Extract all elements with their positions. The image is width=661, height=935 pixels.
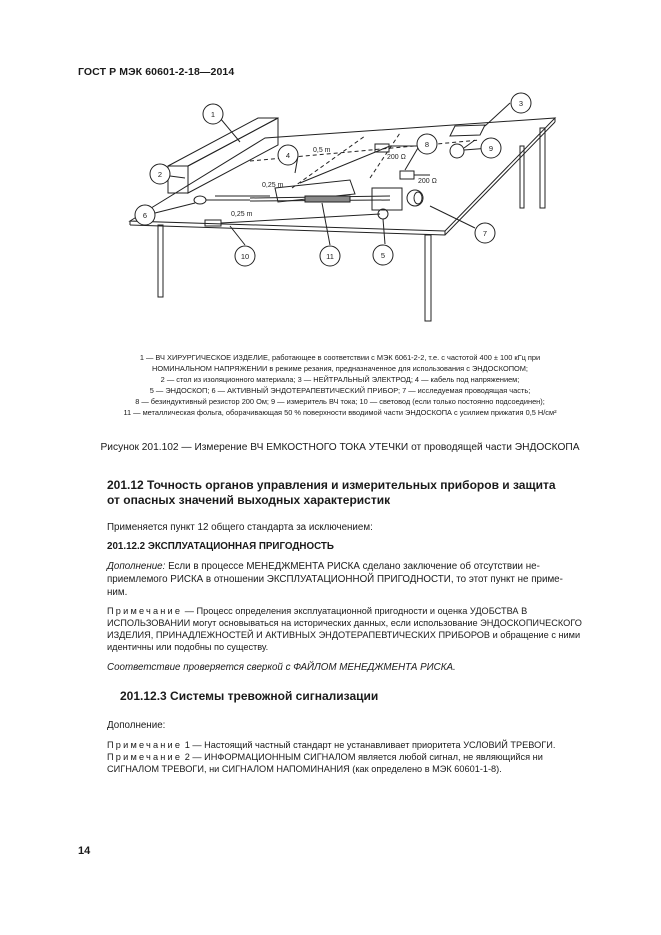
caption-line: НОМИНАЛЬНОМ НАПРЯЖЕНИИ в режиме резания, предназначенное для использования с ЭНДОСКОПОМ; — [152, 364, 528, 373]
endoscope — [372, 188, 402, 210]
svg-text:5: 5 — [380, 251, 386, 260]
document-header: ГОСТ Р МЭК 60601-2-18—2014 — [78, 66, 235, 78]
svg-text:11: 11 — [326, 252, 334, 261]
note-paragraph: Примечание — Процесс определения эксплуатационной пригодности и оценка УДОБСТВА В ИСПОЛЬЗОВАНИИ могут основываться на исторических данных, если использование ЭНДОСКОПИЧЕСКОГО ИЗДЕЛИЯ, ПРИНАДЛЕЖНОСТЕЙ И АКТИВНЫХ ЭНДОТЕРАПЕВТИЧЕСКИХ ПРИБОРОВ и обращение с ними идентичны или подобны по существу. — [107, 606, 582, 652]
table-leg — [158, 225, 163, 297]
svg-text:4: 4 — [285, 151, 291, 160]
svg-text:200 Ω: 200 Ω — [418, 178, 437, 185]
endoscope-leakage-test-figure — [100, 88, 570, 338]
neutral-electrode — [450, 125, 485, 136]
table-leg — [425, 235, 431, 321]
svg-text:8: 8 — [424, 140, 430, 149]
intro-paragraph: Применяется пункт 12 общего стандарта за исключением: — [107, 522, 373, 533]
page-number: 14 — [78, 845, 91, 857]
note-1: Примечание 1 — Настоящий частный стандарт не устанавливает приоритета УСЛОВИЙ ТРЕВОГИ. — [107, 740, 556, 750]
caption-line: 5 — ЭНДОСКОП; 6 — АКТИВНЫЙ ЭНДОТЕРАПЕВТИЧЕСКИЙ ПРИБОР; 7 — исследуемая проводящая часть; — [149, 386, 531, 395]
svg-text:6: 6 — [142, 211, 148, 220]
svg-text:0,25 m: 0,25 m — [231, 211, 253, 218]
svg-text:7: 7 — [482, 229, 488, 238]
table-top — [130, 118, 555, 231]
section-heading: 201.12 Точность органов управления и измерительных приборов и защита от опасных значений выходных характеристик — [107, 478, 556, 507]
caption-line: 1 — ВЧ ХИРУРГИЧЕСКОЕ ИЗДЕЛИЕ, работающее в соответствии с МЭК 6061-2-2, т.е. с частотой 400 ± 100 кГц при — [139, 353, 541, 362]
caption-line: 11 — металлическая фольга, оборачивающая 50 % поверхности вводимой части ЭНДОСКОПА с усилием прижатия 0,5 Н/см² — [123, 408, 557, 417]
svg-text:200 Ω: 200 Ω — [387, 154, 406, 161]
subsection-heading-alarm: 201.12.3 Системы тревожной сигнализации — [120, 689, 379, 703]
active-endotherapy-device — [194, 196, 206, 204]
svg-text:9: 9 — [488, 144, 494, 153]
svg-text:10: 10 — [240, 252, 250, 261]
caption-line: 8 — безиндуктивный резистор 200 Ом; 9 — измеритель ВЧ тока; 10 — световод (если только постоянно подсоединен); — [135, 397, 545, 406]
figure-title: Рисунок 201.102 — Измерение ВЧ ЕМКОСТНОГО ТОКА УТЕЧКИ от проводящей части ЭНДОСКОПА — [100, 442, 580, 453]
hf-current-meter — [450, 144, 464, 158]
svg-text:0,5 m: 0,5 m — [313, 147, 331, 154]
svg-text:0,25 m: 0,25 m — [262, 182, 284, 189]
resistor — [400, 171, 414, 179]
table-leg — [540, 128, 545, 208]
svg-text:3: 3 — [518, 99, 524, 108]
note-2: Примечание 2 — ИНФОРМАЦИОННЫМ СИГНАЛОМ является любой сигнал, не являющийся ни СИГНАЛОМ ТРЕВОГИ, ни СИГНАЛОМ НАПОМИНАНИЯ (как определено в МЭК 60601-1-8). — [107, 752, 543, 774]
svg-text:1: 1 — [210, 110, 216, 119]
compliance-paragraph: Соответствие проверяется сверкой с ФАЙЛОМ МЕНЕДЖМЕНТА РИСКА. — [107, 662, 456, 673]
hf-surgical-device — [168, 118, 278, 166]
addition-label: Дополнение: — [107, 720, 166, 731]
subsection-heading: 201.12.2 ЭКСПЛУАТАЦИОННАЯ ПРИГОДНОСТЬ — [107, 541, 334, 552]
svg-text:2: 2 — [157, 170, 163, 179]
addition-paragraph: Дополнение: Если в процессе МЕНЕДЖМЕНТА РИСКА сделано заключение об отсутствии не- приемлемого РИСКА в отношении ЭКСПЛУАТАЦИОННОЙ ПРИГОДНОСТИ, то этот пункт не приме- ним. — [107, 561, 563, 598]
caption-line: 2 — стол из изоляционного материала; 3 — НЕЙТРАЛЬНЫЙ ЭЛЕКТРОД; 4 — кабель под напряжением; — [160, 375, 520, 384]
